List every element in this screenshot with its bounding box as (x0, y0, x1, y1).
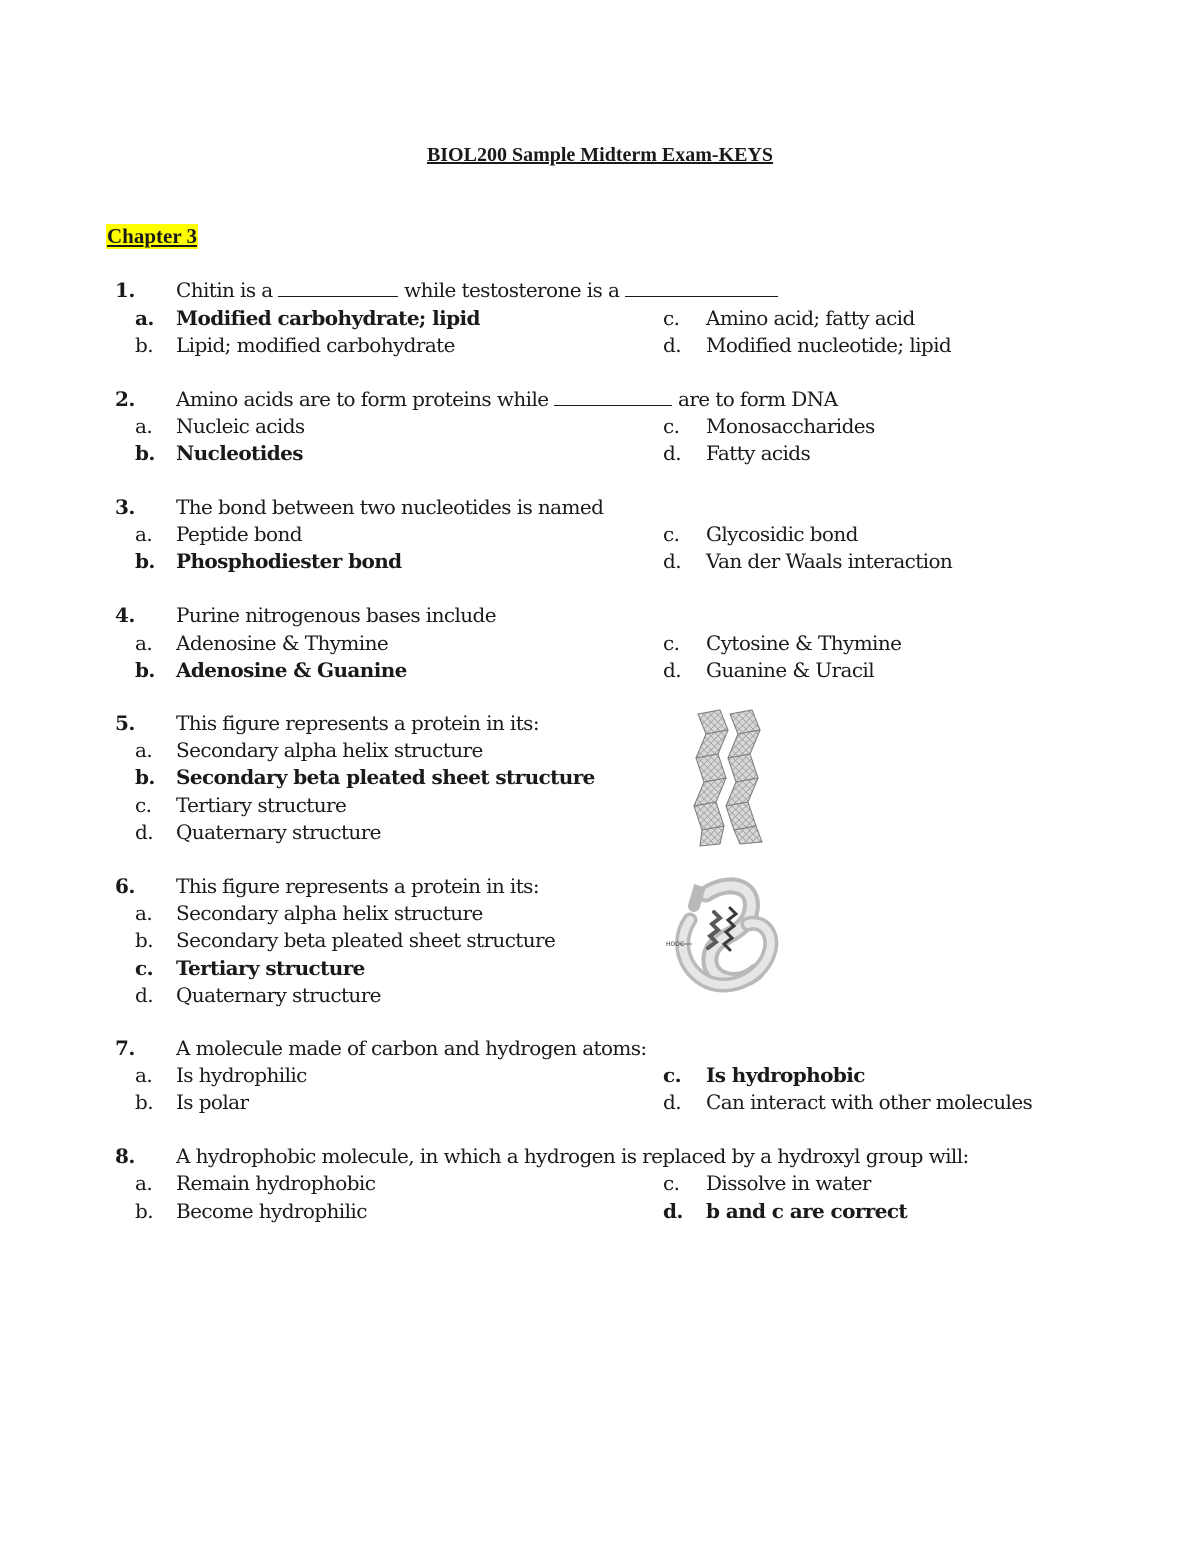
option-text: Van der Waals interaction (706, 549, 953, 573)
question-text: Chitin is a while testosterone is a (176, 277, 778, 304)
option-label: a. (135, 522, 153, 546)
option-label: c. (135, 793, 152, 817)
answer-blank (554, 387, 672, 406)
option-label: c. (663, 1063, 681, 1087)
option-text: Secondary alpha helix structure (176, 901, 483, 925)
option-text: Tertiary structure (176, 956, 365, 980)
question-text: This figure represents a protein in its: (176, 711, 539, 735)
option-text: Is polar (176, 1090, 249, 1114)
option-label: b. (135, 1090, 153, 1114)
option-label: a. (135, 306, 154, 330)
option-text: Is hydrophobic (706, 1063, 865, 1087)
option-label: a. (135, 631, 153, 655)
option-text: Fatty acids (706, 441, 811, 465)
option-text: Secondary alpha helix structure (176, 738, 483, 762)
question-text: A hydrophobic molecule, in which a hydrogen is replaced by a hydroxyl group will: (176, 1144, 969, 1168)
option-text: Phosphodiester bond (176, 549, 402, 573)
option-label: c. (663, 414, 680, 438)
option-label: b. (135, 658, 155, 682)
option-text: Amino acid; fatty acid (706, 306, 915, 330)
option-label: a. (135, 1063, 153, 1087)
option-text: Monosaccharides (706, 414, 875, 438)
question-number: 6. (115, 874, 135, 898)
option-text: Modified nucleotide; lipid (706, 333, 952, 357)
option-label: b. (135, 441, 155, 465)
option-text: Become hydrophilic (176, 1199, 367, 1223)
option-text: Lipid; modified carbohydrate (176, 333, 455, 357)
option-label: d. (663, 1199, 683, 1223)
answer-blank (278, 278, 398, 297)
option-label: d. (663, 1090, 681, 1114)
question-number: 5. (115, 711, 135, 735)
option-text: Secondary beta pleated sheet structure (176, 765, 595, 789)
option-text: Secondary beta pleated sheet structure (176, 928, 556, 952)
option-text: Cytosine & Thymine (706, 631, 902, 655)
option-text: Guanine & Uracil (706, 658, 875, 682)
option-label: a. (135, 1171, 153, 1195)
question-text: Amino acids are to form proteins while are to form DNA (176, 387, 838, 411)
question-number: 2. (115, 387, 135, 411)
question-text: A molecule made of carbon and hydrogen atoms: (176, 1036, 647, 1060)
option-text: Peptide bond (176, 522, 302, 546)
answer-blank (625, 278, 778, 297)
option-label: a. (135, 901, 153, 925)
option-label: c. (663, 631, 680, 655)
option-label: d. (135, 820, 153, 844)
option-text: Can interact with other molecules (706, 1090, 1033, 1114)
option-label: d. (663, 549, 681, 573)
question-number: 3. (115, 495, 135, 519)
question-number: 7. (115, 1036, 135, 1060)
chapter-heading: Chapter 3 (107, 224, 198, 248)
option-text: Quaternary structure (176, 983, 381, 1007)
tertiary-structure-figure (660, 876, 780, 1002)
question-text: The bond between two nucleotides is named (176, 495, 604, 519)
option-label: d. (663, 333, 681, 357)
option-label: c. (663, 1171, 680, 1195)
option-label: a. (135, 414, 153, 438)
option-text: Quaternary structure (176, 820, 381, 844)
option-label: b. (135, 333, 153, 357)
question-text: This figure represents a protein in its: (176, 874, 539, 898)
question-text: Purine nitrogenous bases include (176, 603, 496, 627)
beta-sheet-figure (690, 708, 770, 848)
option-label: b. (135, 928, 153, 952)
option-text: Nucleotides (176, 441, 303, 465)
option-text: Adenosine & Guanine (176, 658, 407, 682)
option-text: Glycosidic bond (706, 522, 858, 546)
question-number: 1. (115, 278, 135, 302)
option-text: Nucleic acids (176, 414, 305, 438)
option-label: b. (135, 765, 155, 789)
option-label: d. (135, 983, 153, 1007)
question-number: 4. (115, 603, 135, 627)
option-label: c. (135, 956, 153, 980)
option-label: d. (663, 658, 681, 682)
option-text: Remain hydrophobic (176, 1171, 376, 1195)
option-label: c. (663, 522, 680, 546)
option-label: b. (135, 549, 155, 573)
question-number: 8. (115, 1144, 135, 1168)
option-text: Tertiary structure (176, 793, 347, 817)
option-text: Modified carbohydrate; lipid (176, 306, 480, 330)
option-label: b. (135, 1199, 153, 1223)
figure-label-hooc: HOOC (666, 941, 685, 948)
option-text: Adenosine & Thymine (176, 631, 389, 655)
option-text: b and c are correct (706, 1199, 908, 1223)
option-label: c. (663, 306, 680, 330)
option-text: Is hydrophilic (176, 1063, 307, 1087)
option-label: a. (135, 738, 153, 762)
option-label: d. (663, 441, 681, 465)
page-title: BIOL200 Sample Midterm Exam-KEYS (426, 144, 774, 166)
option-text: Dissolve in water (706, 1171, 871, 1195)
